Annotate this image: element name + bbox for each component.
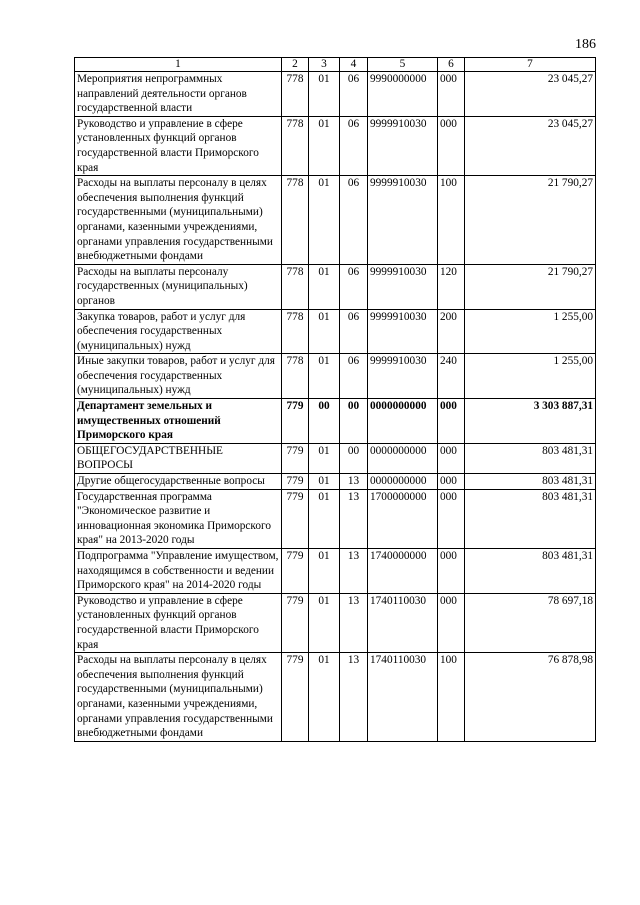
section-code-cell: 01	[309, 72, 340, 117]
section-code-cell: 00	[309, 399, 340, 444]
amount-cell: 3 303 887,31	[465, 399, 596, 444]
row-name-cell: Руководство и управление в сфере установленных функций органов государственной власти Приморского края	[75, 116, 282, 175]
expense-type-cell: 100	[438, 176, 465, 265]
subsection-code-cell: 06	[340, 264, 368, 309]
section-code-cell: 01	[309, 264, 340, 309]
section-code-cell: 01	[309, 309, 340, 354]
page-number: 186	[575, 37, 596, 52]
section-code-cell: 01	[309, 354, 340, 399]
amount-cell: 803 481,31	[465, 443, 596, 473]
table-row	[75, 443, 596, 473]
section-code-cell: 01	[309, 116, 340, 175]
amount-cell: 78 697,18	[465, 593, 596, 652]
row-name-cell: Руководство и управление в сфере установленных функций органов государственной власти Приморского края	[75, 593, 282, 652]
target-article-cell: 0000000000	[368, 399, 438, 444]
row-name-cell: ОБЩЕГОСУДАРСТВЕННЫЕ ВОПРОСЫ	[75, 443, 282, 473]
row-name-cell: Мероприятия непрограммных направлений деятельности органов государственной власти	[75, 72, 282, 117]
target-article-cell: 9999910030	[368, 176, 438, 265]
target-article-cell: 9999910030	[368, 309, 438, 354]
ministry-code-cell: 778	[282, 264, 309, 309]
amount-cell: 23 045,27	[465, 116, 596, 175]
target-article-cell: 1740110030	[368, 653, 438, 742]
row-name-cell: Расходы на выплаты персоналу в целях обеспечения выполнения функций государственными (муниципальными) органами, казенными учреждениями, органами управления государственными внебюджетными фондами	[75, 176, 282, 265]
expense-type-cell: 000	[438, 443, 465, 473]
expense-type-cell: 000	[438, 489, 465, 548]
table-row	[75, 354, 596, 399]
table-row	[75, 489, 596, 548]
ministry-code-cell: 778	[282, 176, 309, 265]
table-row	[75, 593, 596, 652]
row-name-cell: Другие общегосударственные вопросы	[75, 474, 282, 490]
row-name-cell: Расходы на выплаты персоналу в целях обеспечения выполнения функций государственными (муниципальными) органами, казенными учреждениями, органами управления государственными внебюджетными фондами	[75, 653, 282, 742]
section-code-cell: 01	[309, 474, 340, 490]
ministry-code-cell: 778	[282, 116, 309, 175]
table-row	[75, 549, 596, 594]
expense-type-cell: 200	[438, 309, 465, 354]
row-name-cell: Расходы на выплаты персоналу государственных (муниципальных) органов	[75, 264, 282, 309]
ministry-code-cell: 779	[282, 489, 309, 548]
amount-cell: 1 255,00	[465, 309, 596, 354]
ministry-code-cell: 779	[282, 653, 309, 742]
target-article-cell: 9999910030	[368, 264, 438, 309]
table-row	[75, 309, 596, 354]
column-header: 3	[309, 58, 340, 72]
ministry-code-cell: 779	[282, 399, 309, 444]
subsection-code-cell: 06	[340, 72, 368, 117]
target-article-cell: 1740110030	[368, 593, 438, 652]
budget-table	[74, 57, 596, 742]
expense-type-cell: 000	[438, 474, 465, 490]
target-article-cell: 9990000000	[368, 72, 438, 117]
subsection-code-cell: 06	[340, 354, 368, 399]
column-header: 6	[438, 58, 465, 72]
subsection-code-cell: 00	[340, 399, 368, 444]
table-row	[75, 399, 596, 444]
ministry-code-cell: 779	[282, 443, 309, 473]
table-row	[75, 264, 596, 309]
column-header: 5	[368, 58, 438, 72]
table-row	[75, 116, 596, 175]
amount-cell: 803 481,31	[465, 549, 596, 594]
expense-type-cell: 000	[438, 116, 465, 175]
ministry-code-cell: 779	[282, 549, 309, 594]
header-row	[75, 58, 596, 72]
section-code-cell: 01	[309, 593, 340, 652]
subsection-code-cell: 06	[340, 309, 368, 354]
expense-type-cell: 000	[438, 399, 465, 444]
amount-cell: 21 790,27	[465, 264, 596, 309]
expense-type-cell: 240	[438, 354, 465, 399]
table-row	[75, 72, 596, 117]
ministry-code-cell: 778	[282, 72, 309, 117]
amount-cell: 803 481,31	[465, 474, 596, 490]
row-name-cell: Закупка товаров, работ и услуг для обеспечения государственных (муниципальных) нужд	[75, 309, 282, 354]
target-article-cell: 0000000000	[368, 474, 438, 490]
subsection-code-cell: 06	[340, 116, 368, 175]
expense-type-cell: 000	[438, 72, 465, 117]
section-code-cell: 01	[309, 176, 340, 265]
amount-cell: 1 255,00	[465, 354, 596, 399]
section-code-cell: 01	[309, 489, 340, 548]
table-row	[75, 653, 596, 742]
subsection-code-cell: 13	[340, 549, 368, 594]
expense-type-cell: 000	[438, 593, 465, 652]
target-article-cell: 1700000000	[368, 489, 438, 548]
subsection-code-cell: 06	[340, 176, 368, 265]
amount-cell: 76 878,98	[465, 653, 596, 742]
column-header: 7	[465, 58, 596, 72]
amount-cell: 21 790,27	[465, 176, 596, 265]
subsection-code-cell: 13	[340, 653, 368, 742]
row-name-cell: Подпрограмма "Управление имуществом, находящимся в собственности и ведении Приморского края" на 2014-2020 годы	[75, 549, 282, 594]
subsection-code-cell: 13	[340, 489, 368, 548]
amount-cell: 23 045,27	[465, 72, 596, 117]
expense-type-cell: 100	[438, 653, 465, 742]
ministry-code-cell: 779	[282, 593, 309, 652]
amount-cell: 803 481,31	[465, 489, 596, 548]
table-row	[75, 176, 596, 265]
subsection-code-cell: 13	[340, 593, 368, 652]
section-code-cell: 01	[309, 653, 340, 742]
column-header: 2	[282, 58, 309, 72]
target-article-cell: 9999910030	[368, 116, 438, 175]
ministry-code-cell: 779	[282, 474, 309, 490]
subsection-code-cell: 00	[340, 443, 368, 473]
target-article-cell: 1740000000	[368, 549, 438, 594]
table-row	[75, 474, 596, 490]
column-header: 4	[340, 58, 368, 72]
row-name-cell: Государственная программа "Экономическое развитие и инновационная экономика Приморского края" на 2013-2020 годы	[75, 489, 282, 548]
row-name-cell: Департамент земельных и имущественных отношений Приморского края	[75, 399, 282, 444]
target-article-cell: 0000000000	[368, 443, 438, 473]
row-name-cell: Иные закупки товаров, работ и услуг для обеспечения государственных (муниципальных) нужд	[75, 354, 282, 399]
ministry-code-cell: 778	[282, 309, 309, 354]
ministry-code-cell: 778	[282, 354, 309, 399]
section-code-cell: 01	[309, 443, 340, 473]
expense-type-cell: 000	[438, 549, 465, 594]
column-header: 1	[75, 58, 282, 72]
target-article-cell: 9999910030	[368, 354, 438, 399]
expense-type-cell: 120	[438, 264, 465, 309]
subsection-code-cell: 13	[340, 474, 368, 490]
section-code-cell: 01	[309, 549, 340, 594]
